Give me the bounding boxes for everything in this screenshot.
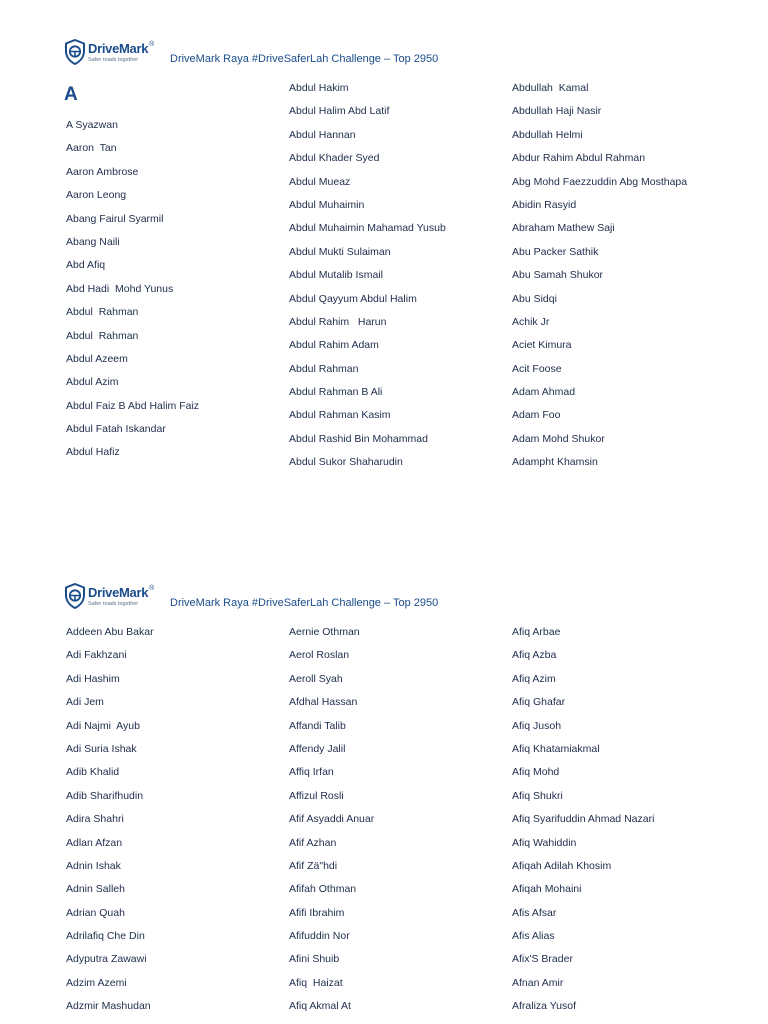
list-item: Abdul Faiz B Abd Halim Faiz: [66, 399, 200, 412]
list-item: Abu Samah Shukor: [512, 269, 604, 282]
list-item: Abdul Hakim: [289, 82, 349, 94]
list-item: Abd Hadi Mohd Yunus: [66, 282, 174, 295]
list-item: Afiq Shukri: [512, 789, 563, 802]
list-item: Abdul Rahman: [66, 329, 139, 342]
list-item: Abdul Halim Abd Latif: [289, 105, 390, 118]
list-item: Adam Mohd Shukor: [512, 432, 605, 445]
list-item: Abdul Sukor Shaharudin: [289, 456, 403, 469]
name-column-3: [512, 77, 687, 475]
list-item: Afif Asyaddi Anuar: [289, 813, 375, 826]
brand-name: DriveMark®: [88, 585, 155, 600]
list-item: Afifuddin Nor: [289, 930, 350, 943]
list-item: Abdul Muhaimin Mahamad Yusub: [289, 222, 446, 235]
list-item: Adi Fakhzani: [66, 649, 127, 662]
list-item: Adrian Quah: [66, 906, 125, 919]
list-item: Adi Hashim: [66, 672, 120, 685]
list-item: Abdul Rahman B Ali: [289, 386, 383, 399]
list-item: Adira Shahri: [66, 813, 124, 826]
list-item: Afis Alias: [512, 930, 555, 943]
list-item: Afiqah Mohaini: [512, 883, 582, 896]
list-item: Abdul Rahman: [289, 362, 359, 375]
page-header: [64, 36, 764, 76]
list-item: Adi Suria Ishak: [66, 742, 137, 755]
list-item: Abdul Mukti Sulaiman: [289, 245, 391, 258]
list-item: Affiq Irfan: [289, 766, 334, 779]
list-item: Abdul Qayyum Abdul Halim: [289, 292, 417, 305]
brand-tagline: Safer roads together: [88, 57, 139, 63]
shield-steering-wheel-icon: [64, 39, 86, 65]
name-column-2: [289, 621, 374, 1019]
list-item: Abdul Azeem: [66, 352, 128, 365]
list-item: Abu Packer Sathik: [512, 245, 599, 258]
list-item: Afiq Akmal At: [289, 1000, 351, 1013]
shield-steering-wheel-icon: [64, 583, 86, 609]
list-item: Adib Khalid: [66, 766, 120, 779]
list-item: Abg Mohd Faezzuddin Abg Mosthapa: [512, 175, 688, 188]
list-item: Adib Sharifhudin: [66, 789, 144, 802]
list-item: Abdul Fatah Iskandar: [66, 423, 166, 436]
list-item: Afiq Mohd: [512, 766, 560, 779]
list-item: Abidin Rasyid: [512, 198, 577, 211]
drivemark-logo: [64, 38, 174, 70]
list-item: Afif Azhan: [289, 836, 337, 849]
list-item: Afis Afsar: [512, 906, 557, 919]
name-column-1: [66, 621, 154, 1019]
list-item: Afifah Othman: [289, 883, 357, 896]
list-item: Adi Najmi Ayub: [66, 719, 140, 732]
page-header: [64, 580, 764, 620]
list-item: Afiq Jusoh: [512, 719, 562, 732]
list-item: Abdul Mueaz: [289, 175, 351, 188]
list-item: Abu Sidqi: [512, 292, 557, 305]
list-item: Adrilafiq Che Din: [66, 930, 145, 943]
section-letter: A: [64, 84, 78, 105]
list-item: Abdullah Helmi: [512, 128, 583, 141]
list-item: Adampht Khamsin: [512, 456, 598, 469]
list-item: Abdul Azim: [66, 376, 119, 389]
list-item: Adyputra Zawawi: [66, 953, 147, 966]
list-item: Affizul Rosli: [289, 789, 344, 802]
drivemark-logo: [64, 582, 174, 614]
list-item: Abdul Khader Syed: [289, 152, 380, 165]
list-item: Afiq Azba: [512, 649, 557, 662]
name-column-1: [66, 114, 199, 465]
list-item: Afraliza Yusof: [512, 1000, 577, 1013]
list-item: Adzim Azemi: [66, 976, 127, 989]
list-item: Aciet Kimura: [512, 339, 572, 352]
list-item: Aerol Roslan: [289, 649, 350, 662]
list-item: Achik Jr: [512, 315, 550, 328]
name-column-3: [512, 621, 654, 1019]
list-item: Acit Foose: [512, 362, 562, 375]
list-item: Afiq Khatamiakmal: [512, 742, 600, 755]
list-item: Adzmir Mashudan: [66, 1000, 151, 1013]
list-item: Aaron Leong: [66, 189, 127, 202]
list-item: Aeroll Syah: [289, 672, 343, 685]
name-column-2: [289, 77, 446, 475]
list-item: Adnin Ishak: [66, 859, 121, 872]
list-item: A Syazwan: [66, 119, 118, 131]
list-item: Afiq Arbae: [512, 626, 561, 638]
list-item: Addeen Abu Bakar: [66, 626, 154, 638]
list-item: Abdul Mutalib Ismail: [289, 269, 383, 282]
list-item: Abdullah Haji Nasir: [512, 105, 602, 118]
list-item: Afini Shuib: [289, 953, 340, 966]
brand-name: DriveMark®: [88, 41, 155, 56]
list-item: Abdul Rashid Bin Mohammad: [289, 432, 428, 445]
challenge-title: DriveMark Raya #DriveSaferLah Challenge – Top 2950: [170, 53, 439, 65]
list-item: Afix'S Brader: [512, 953, 573, 966]
list-item: Afifi Ibrahim: [289, 906, 345, 919]
list-item: Abdul Rahim Adam: [289, 339, 379, 352]
list-item: Aaron Ambrose: [66, 165, 139, 178]
list-item: Afiq Haizat: [289, 976, 343, 989]
list-item: Abdul Rahman Kasim: [289, 409, 391, 422]
list-item: Afiqah Adilah Khosim: [512, 859, 612, 872]
list-item: Adlan Afzan: [66, 836, 123, 849]
list-item: Abang Naili: [66, 235, 120, 248]
list-item: Afiq Syarifuddin Ahmad Nazari: [512, 813, 655, 826]
list-item: Affendy Jalil: [289, 742, 346, 755]
list-item: Abdul Rahim Harun: [289, 315, 387, 328]
list-item: Abdul Hannan: [289, 128, 356, 141]
list-item: Afnan Amir: [512, 976, 564, 989]
list-item: Abraham Mathew Saji: [512, 222, 615, 235]
list-item: Abdur Rahim Abdul Rahman: [512, 152, 646, 165]
brand-tagline: Safer roads together: [88, 601, 139, 607]
list-item: Abdullah Kamal: [512, 82, 589, 94]
list-item: Abang Fairul Syarmil: [66, 212, 164, 225]
list-item: Adam Ahmad: [512, 386, 576, 399]
list-item: Afiq Ghafar: [512, 696, 566, 709]
list-item: Abdul Rahman: [66, 306, 139, 319]
list-item: Abd Afiq: [66, 259, 106, 272]
list-item: Aernie Othman: [289, 626, 360, 638]
list-item: Afiq Wahiddin: [512, 836, 577, 849]
list-item: Afiq Azim: [512, 672, 556, 685]
list-item: Aaron Tan: [66, 142, 117, 155]
list-item: Abdul Hafiz: [66, 446, 120, 459]
challenge-title: DriveMark Raya #DriveSaferLah Challenge – Top 2950: [170, 597, 439, 609]
list-item: Adi Jem: [66, 696, 104, 709]
list-item: Adnin Salleh: [66, 883, 125, 896]
list-item: Abdul Muhaimin: [289, 198, 365, 211]
list-item: Afif Zä"hdi: [289, 859, 338, 872]
list-item: Adam Foo: [512, 409, 561, 422]
list-item: Afdhal Hassan: [289, 696, 358, 709]
list-item: Affandi Talib: [289, 719, 346, 732]
